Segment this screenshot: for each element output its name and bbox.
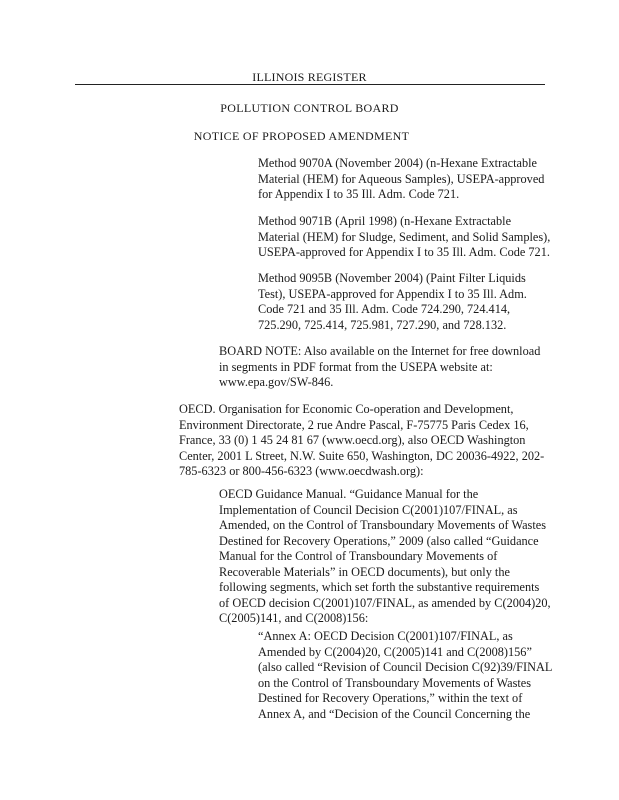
text-line: Destined for Recovery Operations,” 2009 (also called “Guidance <box>219 533 539 548</box>
method-9071b <box>258 214 550 261</box>
text-line: Material (HEM) for Sludge, Sediment, and Solid Samples), <box>258 229 551 244</box>
text-line: following segments, which set forth the substantive requirements <box>219 580 540 594</box>
text-line: on the Control of Transboundary Movements of Wastes <box>258 675 532 690</box>
text-line: Code 721 and 35 Ill. Adm. Code 724.290, 724.414, <box>258 302 511 316</box>
text-line: “Annex A: OECD Decision C(2001)107/FINAL, as <box>258 629 513 643</box>
text-line: France, 33 (0) 1 45 24 81 67 (www.oecd.org), also OECD Washington <box>179 433 526 447</box>
method-9095b <box>258 271 527 333</box>
text-line: OECD Guidance Manual. “Guidance Manual for the <box>219 487 479 501</box>
text-line: (also called “Revision of Council Decision C(92)39/FINAL <box>258 660 553 674</box>
text-line: OECD. Organisation for Economic Co-operation and Development, <box>179 402 514 416</box>
text-line: Recoverable Materials” in OECD documents), but only the <box>219 564 510 579</box>
text-line: Destined for Recovery Operations,” within the text of <box>258 691 523 705</box>
text-line: for Appendix I to 35 Ill. Adm. Code 721. <box>258 187 460 201</box>
text-line: Method 9095B (November 2004) (Paint Filter Liquids <box>258 271 526 285</box>
text-line: Material (HEM) for Aqueous Samples), USEPA-approved <box>258 171 545 186</box>
text-line: Environment Directorate, 2 rue Andre Pascal, F-75775 Paris Cedex 16, <box>179 417 529 432</box>
annex-a <box>258 629 552 722</box>
text-line: Method 9070A (November 2004) (n-Hexane Extractable <box>258 156 537 170</box>
text-line: Implementation of Council Decision C(2001)107/FINAL, as <box>219 502 518 517</box>
board-title: POLLUTION CONTROL BOARD <box>220 101 399 115</box>
text-line: Annex A, and “Decision of the Council Concerning the <box>258 706 531 721</box>
oecd-guidance-manual <box>219 487 551 627</box>
header-rule <box>75 84 545 85</box>
text-line: 725.290, 725.414, 725.981, 727.290, and 728.132. <box>258 317 507 332</box>
notice-title: NOTICE OF PROPOSED AMENDMENT <box>193 129 410 143</box>
oecd-entry <box>179 402 544 480</box>
text-line: Test), USEPA-approved for Appendix I to 35 Ill. Adm. <box>258 286 527 301</box>
text-line: Manual for the Control of Transboundary Movements of <box>219 549 498 563</box>
text-line: Amended by C(2004)20, C(2005)141 and C(2008)156” <box>258 644 532 659</box>
text-line: C(2005)141, and C(2008)156: <box>219 611 369 625</box>
text-line: 785-6323 or 800-456-6323 (www.oecdwash.org): <box>179 464 424 478</box>
text-line: Method 9071B (April 1998) (n-Hexane Extractable <box>258 214 512 228</box>
text-line: www.epa.gov/SW-846. <box>219 375 334 389</box>
register-title: ILLINOIS REGISTER <box>252 70 367 84</box>
text-line: BOARD NOTE: Also available on the Internet for free download <box>219 344 541 358</box>
method-9070a <box>258 156 544 203</box>
text-line: in segments in PDF format from the USEPA website at: <box>219 359 493 374</box>
text-line: USEPA-approved for Appendix I to 35 Ill. Adm. Code 721. <box>258 245 550 259</box>
text-line: Amended, on the Control of Transboundary Movements of Wastes <box>219 518 547 532</box>
board-note <box>219 344 540 391</box>
text-line: of OECD decision C(2001)107/FINAL, as amended by C(2004)20, <box>219 595 551 610</box>
text-line: Center, 2001 L Street, N.W. Suite 650, Washington, DC 20036-4922, 202- <box>179 448 545 463</box>
